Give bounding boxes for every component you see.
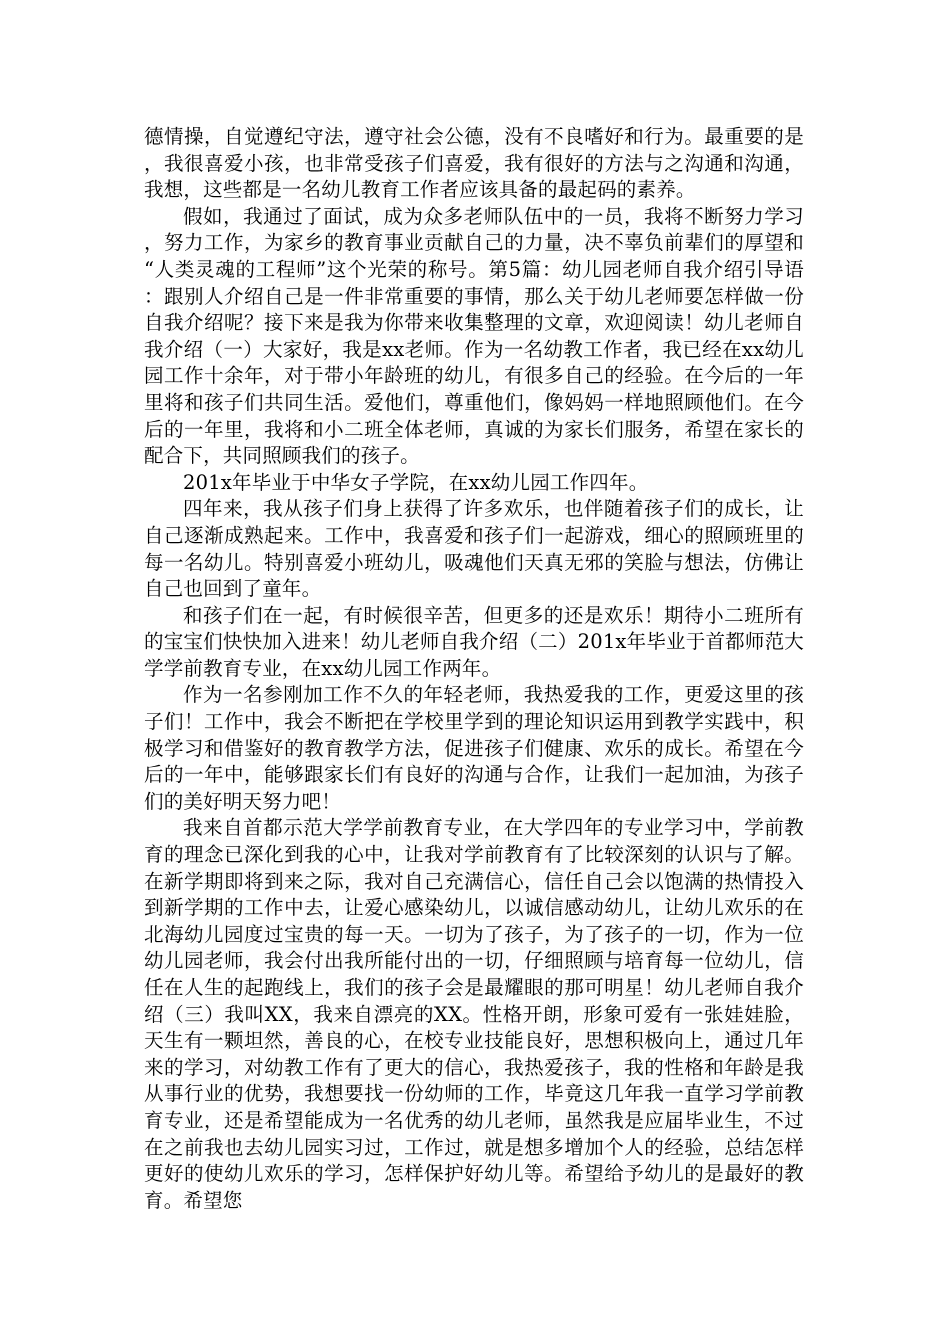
- paragraph-6: 作为一名参刚加工作不久的年轻老师，我热爱我的工作，更爱这里的孩子们！工作中，我会不断把在学校里学到的理论知识运用到教学实践中，积极学习和借鉴好的教育教学方法，促进孩子们健康、欢乐的成长。希望在今后的一年中，能够跟家长们有良好的沟通与合作，让我们一起加油，为孩子们的美好明天努力吧！: [144, 683, 804, 813]
- document-page: [144, 124, 804, 1214]
- paragraph-5: 和孩子们在一起，有时候很辛苦，但更多的还是欢乐！期待小二班所有的宝宝们快快加入进来！幼儿老师自我介绍（二）201x年毕业于首都师范大学学前教育专业，在xx幼儿园工作两年。: [144, 603, 804, 680]
- paragraph-1: 德情操，自觉遵纪守法，遵守社会公德，没有不良嗜好和行为。最重要的是，我很喜爱小孩，也非常受孩子们喜爱，我有很好的方法与之沟通和沟通，我想，这些都是一名幼儿教育工作者应该具备的最起码的素养。: [144, 125, 804, 202]
- paragraph-2: 假如，我通过了面试，成为众多老师队伍中的一员，我将不断努力学习，努力工作，为家乡的教育事业贡献自己的力量，决不辜负前辈们的厚望和“人类灵魂的工程师”这个光荣的称号。第5篇：幼儿园老师自我介绍引导语：跟别人介绍自己是一件非常重要的事情，那么关于幼儿老师要怎样做一份自我介绍呢？接下来是我为你带来收集整理的文章，欢迎阅读！幼儿老师自我介绍（一）大家好，我是xx老师。作为一名幼教工作者，我已经在xx幼儿园工作十余年，对于带小年龄班的幼儿，有很多自己的经验。在今后的一年里将和孩子们共同生活。爱他们，尊重他们，像妈妈一样地照顾他们。在今后的一年里，我将和小二班全体老师，真诚的为家长们服务，希望在家长的配合下，共同照顾我们的孩子。: [144, 204, 804, 468]
- paragraph-3: 201x年毕业于中华女子学院，在xx幼儿园工作四年。: [183, 470, 649, 494]
- paragraph-7: 我来自首都示范大学学前教育专业，在大学四年的专业学习中，学前教育的理念已深化到我的心中，让我对学前教育有了比较深刻的认识与了解。在新学期即将到来之际，我对自己充满信心，信任自己会以饱满的热情投入到新学期的工作中去，让爱心感染幼儿，以诚信感动幼儿，让幼儿欢乐的在北海幼儿园度过宝贵的每一天。一切为了孩子，为了孩子的一切，作为一位幼儿园老师，我会付出我所能付出的一切，仔细照顾与培育每一位幼儿，信任在人生的起跑线上，我们的孩子会是最耀眼的那可明星！幼儿老师自我介绍（三）我叫XX，我来自漂亮的XX。性格开朗，形象可爱有一张娃娃脸，天生有一颗坦然，善良的心，在校专业技能良好，思想积极向上，通过几年来的学习，对幼教工作有了更大的信心，我热爱孩子，我的性格和年龄是我从事行业的优势，我想要找一份幼师的工作，毕竟这几年我一直学习学前教育专业，还是希望能成为一名优秀的幼儿老师，虽然我是应届毕业生，不过在之前我也去幼儿园实习过，工作过，就是想多增加个人的经验，总结怎样更好的使幼儿欢乐的学习，怎样保护好幼儿等。希望给予幼儿的是最好的教育。希望您: [144, 816, 804, 1212]
- paragraph-4: 四年来，我从孩子们身上获得了许多欢乐，也伴随着孩子们的成长，让自己逐渐成熟起来。工作中，我喜爱和孩子们一起游戏，细心的照顾班里的每一名幼儿。特别喜爱小班幼儿，吸魂他们天真无邪的笑脸与想法，仿佛让自己也回到了童年。: [144, 497, 804, 601]
